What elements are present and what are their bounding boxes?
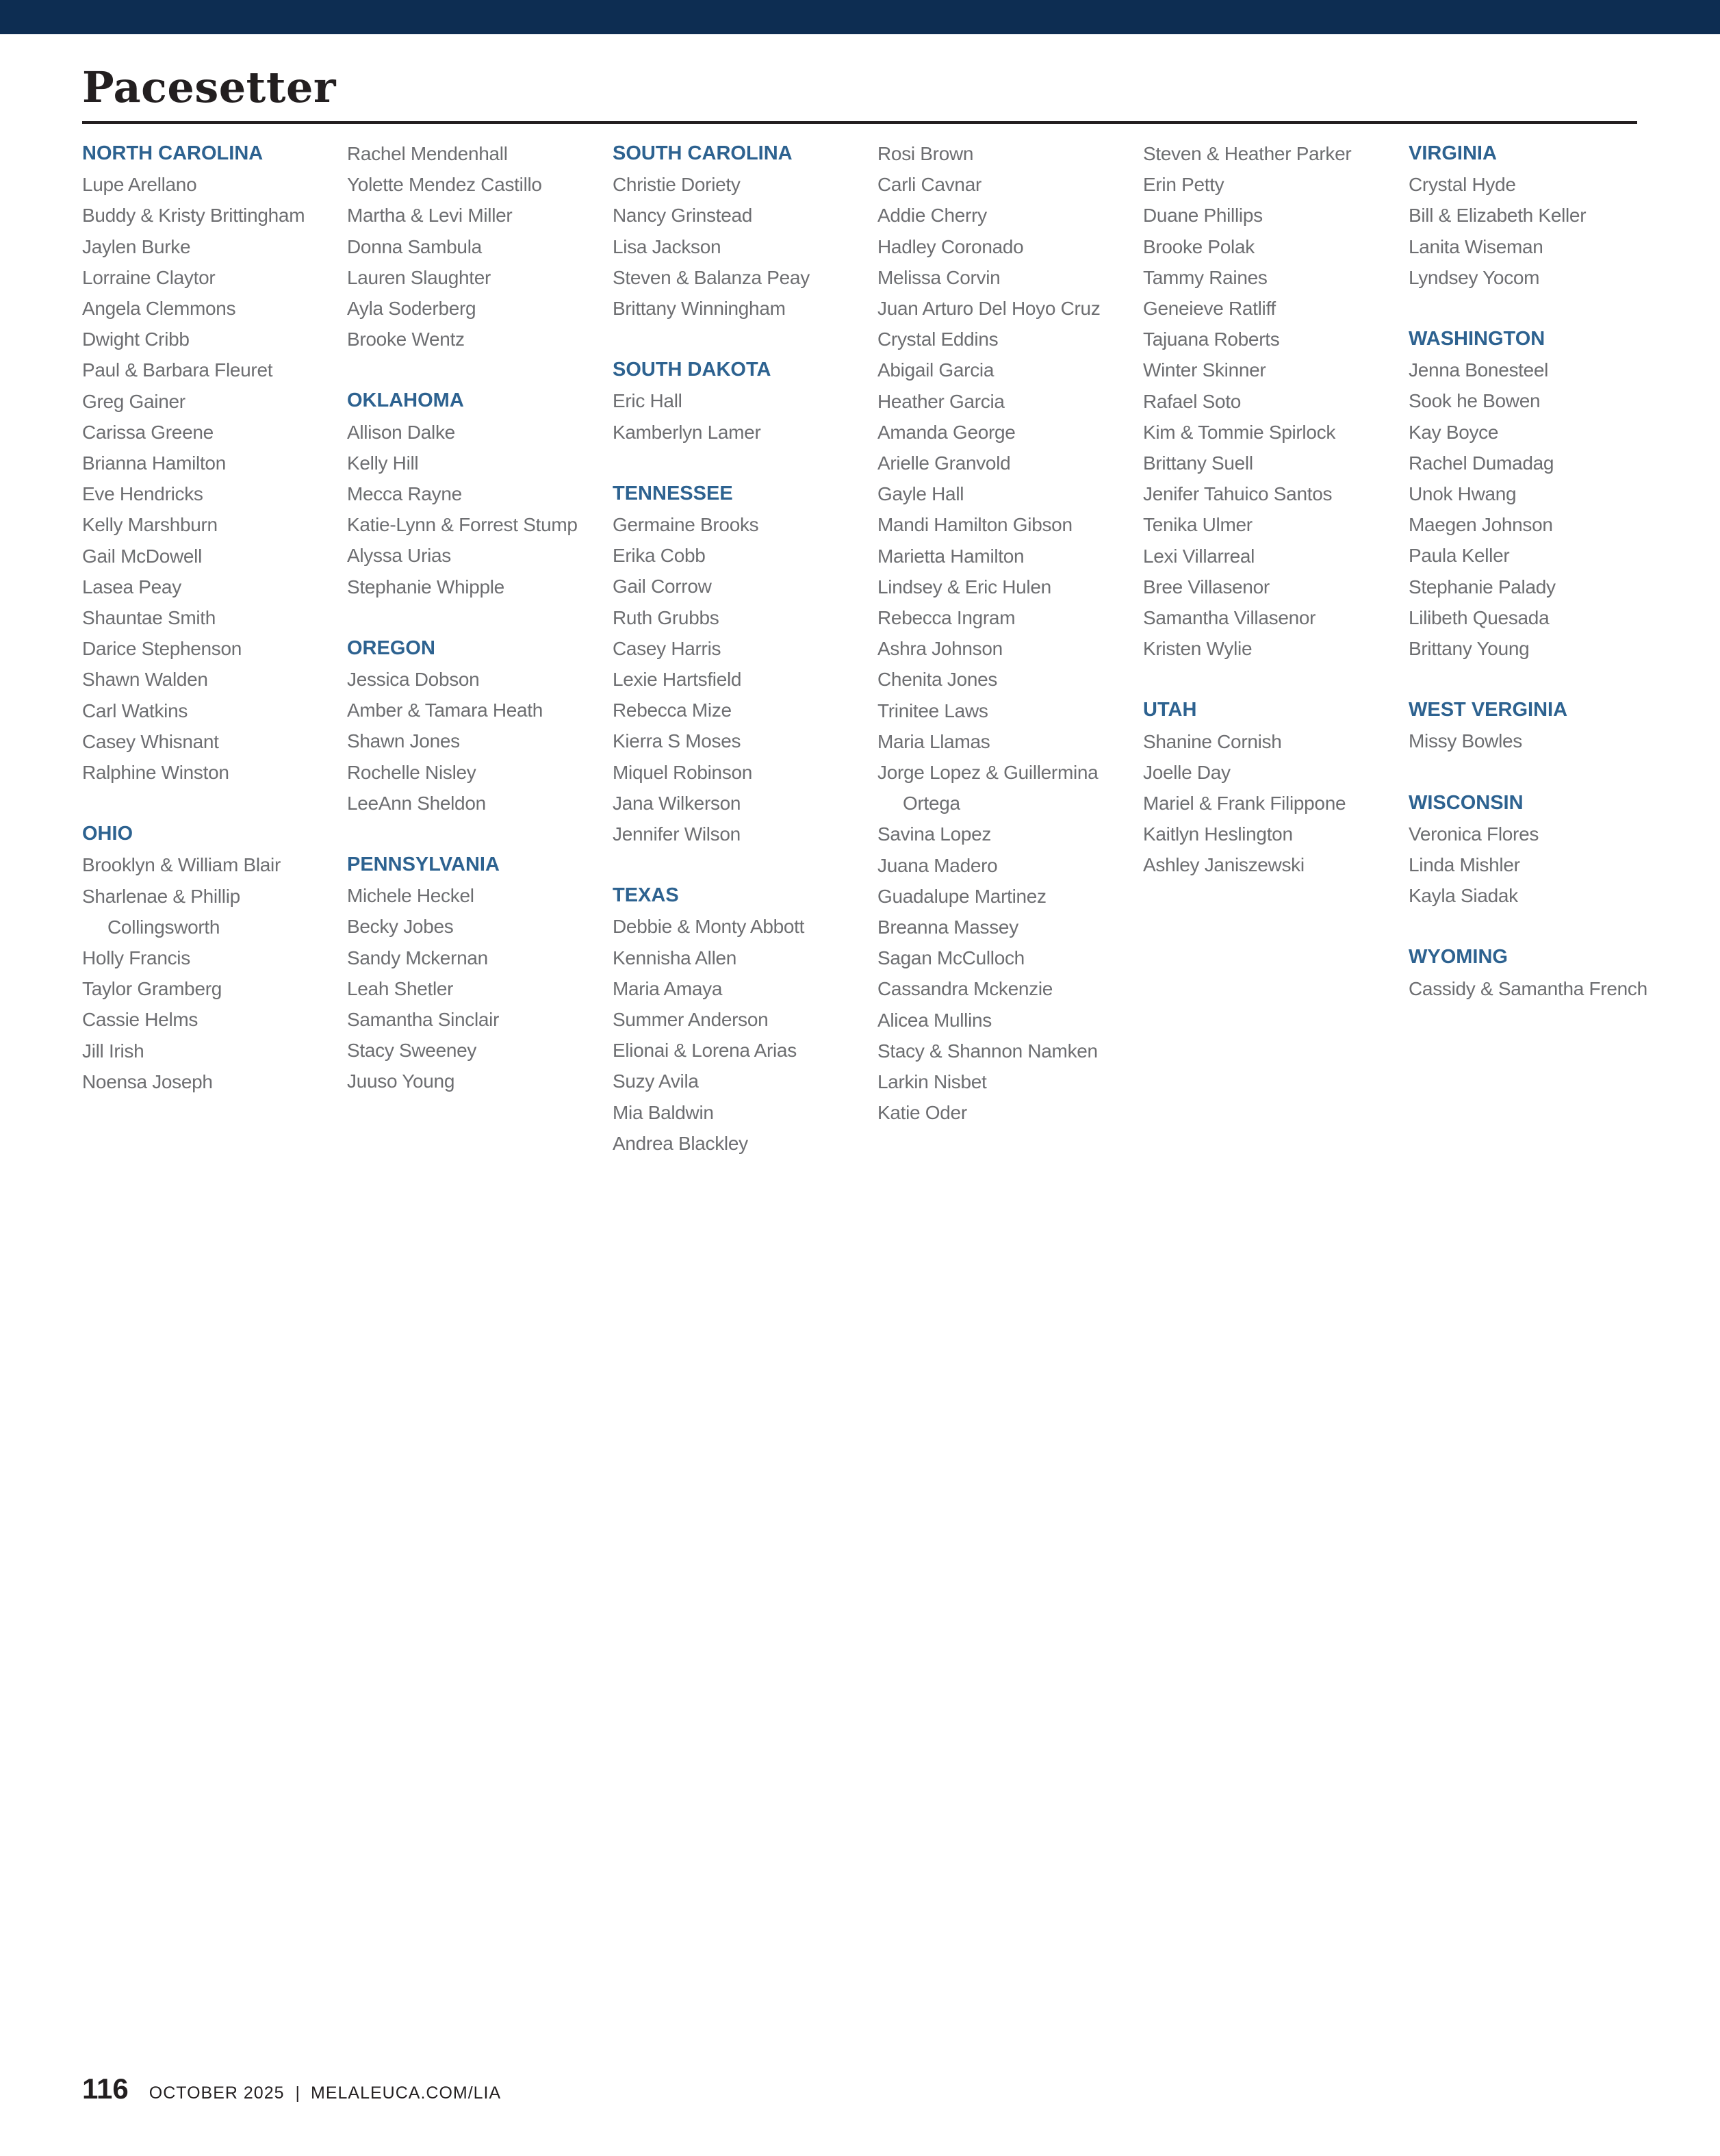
member-name: Jennifer Wilson: [613, 823, 741, 845]
member-name: Addie Cherry: [877, 205, 987, 227]
member-name: Shanine Cornish: [1143, 730, 1282, 752]
member-name: Tammy Raines: [1143, 266, 1268, 288]
state-heading: SOUTH CAROLINA: [613, 142, 793, 164]
member-name: Heather Garcia: [877, 390, 1005, 412]
state-group: [347, 138, 607, 355]
footer-separator: |: [295, 2083, 300, 2103]
state-group: [347, 633, 607, 819]
member-name: Sandy Mckernan: [347, 947, 488, 968]
member-name: Chenita Jones: [877, 669, 998, 691]
member-name: Duane Phillips: [1143, 205, 1263, 227]
member-name: Breanna Massey: [877, 916, 1018, 938]
member-name: Steven & Balanza Peay: [613, 266, 810, 288]
member-name: Suzy Avila: [613, 1070, 699, 1092]
member-name: Maegen Johnson: [1409, 514, 1553, 536]
member-name: Amanda George: [877, 421, 1016, 443]
state-group: [82, 138, 342, 788]
member-name: Maria Llamas: [877, 730, 990, 752]
state-heading: WASHINGTON: [1409, 328, 1545, 350]
member-name: Shawn Walden: [82, 669, 208, 691]
member-name: Mia Baldwin: [613, 1101, 714, 1123]
member-name: Guadalupe Martinez: [877, 885, 1047, 907]
state-group: [347, 849, 607, 1097]
state-heading: TENNESSEE: [613, 482, 733, 504]
state-heading: VIRGINIA: [1409, 142, 1497, 164]
member-name: Katie-Lynn & Forrest Stump: [347, 514, 578, 536]
listing-column: [347, 138, 607, 1128]
member-name: Buddy & Kristy Brittingham: [82, 205, 305, 227]
member-name: Shawn Jones: [347, 730, 460, 752]
member-name: Leah Shetler: [347, 977, 454, 999]
member-name: Ralphine Winston: [82, 762, 229, 784]
member-name: Kelly Marshburn: [82, 514, 218, 536]
listing-column: [1143, 138, 1403, 912]
member-name: Cassidy & Samantha French: [1409, 977, 1647, 999]
member-name: Nancy Grinstead: [613, 205, 753, 227]
member-name: Casey Whisnant: [82, 730, 219, 752]
state-group: [1409, 695, 1669, 756]
state-heading: OREGON: [347, 637, 435, 659]
member-name: Kayla Siadak: [1409, 885, 1518, 907]
member-name: Kelly Hill: [347, 452, 419, 474]
member-name: Elionai & Lorena Arias: [613, 1040, 797, 1062]
member-name: Jenna Bonesteel: [1409, 359, 1549, 381]
member-name: Steven & Heather Parker: [1143, 143, 1352, 164]
listing-column: [1409, 138, 1669, 1035]
member-name: Lilibeth Quesada: [1409, 606, 1550, 628]
member-name: Amber & Tamara Heath: [347, 700, 543, 721]
member-name: Sharlenae & Phillip Collingsworth: [82, 885, 240, 938]
state-group: [347, 385, 607, 602]
member-name: Rosi Brown: [877, 143, 974, 164]
state-heading: WYOMING: [1409, 946, 1508, 968]
member-name: Rafael Soto: [1143, 390, 1242, 412]
member-name: Trinitee Laws: [877, 700, 988, 721]
member-name: Bree Villasenor: [1143, 576, 1270, 598]
state-group: [613, 138, 873, 324]
member-name: Taylor Gramberg: [82, 978, 222, 1000]
member-name: Yolette Mendez Castillo: [347, 174, 542, 196]
member-name: Angela Clemmons: [82, 298, 236, 320]
member-name: Brittany Suell: [1143, 452, 1253, 474]
member-name: Dwight Cribb: [82, 329, 190, 350]
member-name: Marietta Hamilton: [877, 545, 1025, 567]
member-name: Holly Francis: [82, 947, 190, 969]
member-name: Ashra Johnson: [877, 638, 1003, 660]
state-group: [82, 819, 342, 1097]
member-name: Samantha Sinclair: [347, 1009, 500, 1031]
member-name: Linda Mishler: [1409, 854, 1520, 876]
member-name: Lorraine Claytor: [82, 266, 216, 288]
member-name: Martha & Levi Miller: [347, 205, 513, 227]
issue-date: OCTOBER 2025: [149, 2083, 285, 2103]
member-name: Alyssa Urias: [347, 545, 451, 567]
member-name: Crystal Hyde: [1409, 174, 1516, 196]
member-name: Lexie Hartsfield: [613, 669, 742, 691]
state-heading: WEST VERGINIA: [1409, 699, 1568, 721]
member-name: Gail Corrow: [613, 576, 712, 598]
member-name: Lexi Villarreal: [1143, 545, 1255, 567]
state-heading: UTAH: [1143, 699, 1197, 721]
member-name: Hadley Coronado: [877, 235, 1024, 257]
member-name: Jessica Dobson: [347, 669, 480, 691]
member-name: Cassie Helms: [82, 1009, 198, 1031]
member-name: Paula Keller: [1409, 545, 1510, 567]
member-name: Rebecca Ingram: [877, 607, 1016, 629]
member-name: Allison Dalke: [347, 421, 455, 443]
member-name: Samantha Villasenor: [1143, 607, 1316, 629]
state-group: [1409, 138, 1669, 293]
member-name: Jaylen Burke: [82, 235, 191, 257]
member-name: Donna Sambula: [347, 235, 482, 257]
member-name: Gayle Hall: [877, 483, 964, 505]
member-name: Darice Stephenson: [82, 638, 242, 660]
member-name: Lyndsey Yocom: [1409, 266, 1540, 288]
member-name: Missy Bowles: [1409, 730, 1522, 752]
member-name: Lupe Arellano: [82, 174, 197, 196]
member-name: Jill Irish: [82, 1040, 144, 1062]
member-name: Brooke Polak: [1143, 235, 1255, 257]
page-number: 116: [82, 2072, 129, 2105]
member-name: Carissa Greene: [82, 421, 214, 443]
member-name: Mecca Rayne: [347, 483, 462, 505]
member-name: Brooklyn & William Blair: [82, 854, 281, 876]
state-group: [613, 880, 873, 1159]
member-name: Erin Petty: [1143, 174, 1224, 196]
footer: [82, 2072, 501, 2114]
member-name: Lasea Peay: [82, 576, 181, 598]
member-name: Summer Anderson: [613, 1009, 769, 1031]
member-name: Miquel Robinson: [613, 761, 753, 783]
member-name: Eric Hall: [613, 390, 682, 412]
member-name: Mandi Hamilton Gibson: [877, 514, 1073, 536]
member-name: Lindsey & Eric Hulen: [877, 576, 1051, 598]
member-name: Brittany Young: [1409, 638, 1530, 660]
member-name: Tajuana Roberts: [1143, 329, 1280, 350]
member-name: Greg Gainer: [82, 390, 185, 412]
member-name: Sagan McCulloch: [877, 947, 1025, 969]
member-name: Germaine Brooks: [613, 514, 759, 536]
member-name: Lisa Jackson: [613, 235, 721, 257]
member-name: Rochelle Nisley: [347, 761, 476, 783]
member-name: Alicea Mullins: [877, 1009, 992, 1031]
member-name: Kay Boyce: [1409, 421, 1499, 443]
state-heading: SOUTH DAKOTA: [613, 359, 771, 381]
member-name: Ruth Grubbs: [613, 606, 719, 628]
listing-column: [877, 138, 1138, 1159]
state-group: [613, 355, 873, 448]
state-group: [1143, 695, 1403, 880]
member-name: Cassandra Mckenzie: [877, 978, 1053, 1000]
member-name: Carl Watkins: [82, 700, 188, 721]
listing-column: [82, 138, 342, 1128]
state-group: [613, 478, 873, 849]
member-name: Maria Amaya: [613, 977, 723, 999]
member-name: Juan Arturo Del Hoyo Cruz: [877, 298, 1101, 320]
member-name: Lanita Wiseman: [1409, 235, 1543, 257]
state-heading: NORTH CAROLINA: [82, 142, 264, 164]
member-name: Stacy Sweeney: [347, 1040, 477, 1062]
member-name: Rachel Dumadag: [1409, 452, 1554, 474]
member-name: Kamberlyn Lamer: [613, 421, 761, 443]
member-name: Carli Cavnar: [877, 174, 981, 196]
member-name: Debbie & Monty Abbott: [613, 916, 805, 938]
member-name: Juuso Young: [347, 1070, 455, 1092]
member-name: Christie Doriety: [613, 174, 741, 196]
member-name: Joelle Day: [1143, 761, 1231, 783]
state-group: [877, 138, 1138, 1129]
member-name: Mariel & Frank Filippone: [1143, 793, 1346, 814]
member-name: Erika Cobb: [613, 545, 706, 567]
member-name: Stephanie Whipple: [347, 576, 504, 598]
member-name: Rebecca Mize: [613, 700, 732, 721]
page-title: Pacesetter: [82, 62, 337, 112]
member-name: Shauntae Smith: [82, 607, 216, 629]
state-heading: OKLAHOMA: [347, 389, 464, 412]
member-name: Noensa Joseph: [82, 1070, 213, 1092]
member-name: Andrea Blackley: [613, 1132, 748, 1154]
member-name: Becky Jobes: [347, 916, 454, 938]
member-name: Unok Hwang: [1409, 483, 1517, 505]
member-name: Michele Heckel: [347, 885, 474, 907]
state-heading: TEXAS: [613, 884, 679, 907]
member-name: LeeAnn Sheldon: [347, 792, 486, 814]
member-name: Geneieve Ratliff: [1143, 298, 1276, 320]
member-name: Abigail Garcia: [877, 359, 994, 381]
state-group: [1409, 942, 1669, 1003]
member-name: Katie Oder: [877, 1102, 967, 1124]
member-name: Veronica Flores: [1409, 823, 1539, 845]
member-name: Brittany Winningham: [613, 298, 786, 320]
member-name: Winter Skinner: [1143, 359, 1266, 381]
member-name: Ayla Soderberg: [347, 298, 476, 320]
member-name: Eve Hendricks: [82, 483, 203, 505]
member-name: Juana Madero: [877, 854, 998, 876]
state-heading: WISCONSIN: [1409, 791, 1524, 814]
member-name: Kristen Wylie: [1143, 638, 1253, 660]
member-name: Paul & Barbara Fleuret: [82, 359, 273, 381]
member-name: Stacy & Shannon Namken: [877, 1040, 1098, 1062]
member-name: Lauren Slaughter: [347, 266, 491, 288]
website: MELALEUCA.COM/LIA: [311, 2083, 502, 2103]
state-group: [1409, 324, 1669, 664]
member-name: Melissa Corvin: [877, 266, 1001, 288]
member-name: Sook he Bowen: [1409, 390, 1541, 412]
member-name: Kierra S Moses: [613, 730, 741, 752]
member-name: Jorge Lopez & Guillermina Ortega: [877, 762, 1099, 814]
member-name: Kennisha Allen: [613, 947, 737, 968]
state-group: [1143, 138, 1403, 664]
member-name: Ashley Janiszewski: [1143, 854, 1305, 876]
state-heading: OHIO: [82, 823, 133, 845]
member-name: Jana Wilkerson: [613, 792, 741, 814]
state-heading: PENNSYLVANIA: [347, 854, 500, 876]
member-name: Kim & Tommie Spirlock: [1143, 421, 1336, 443]
member-name: Brooke Wentz: [347, 329, 465, 350]
member-name: Gail McDowell: [82, 545, 203, 567]
header-bar: [0, 0, 1720, 34]
member-name: Bill & Elizabeth Keller: [1409, 205, 1587, 227]
member-name: Larkin Nisbet: [877, 1071, 987, 1093]
member-name: Kaitlyn Heslington: [1143, 823, 1293, 845]
state-group: [1409, 788, 1669, 912]
member-name: Casey Harris: [613, 637, 721, 659]
listing-column: [613, 138, 873, 1190]
member-name: Stephanie Palady: [1409, 576, 1556, 598]
member-name: Arielle Granvold: [877, 452, 1011, 474]
title-rule: [82, 121, 1637, 124]
member-name: Rachel Mendenhall: [347, 143, 508, 164]
member-name: Brianna Hamilton: [82, 452, 226, 474]
member-name: Jenifer Tahuico Santos: [1143, 483, 1333, 505]
member-name: Tenika Ulmer: [1143, 514, 1253, 536]
member-name: Crystal Eddins: [877, 329, 999, 350]
member-name: Savina Lopez: [877, 823, 992, 845]
